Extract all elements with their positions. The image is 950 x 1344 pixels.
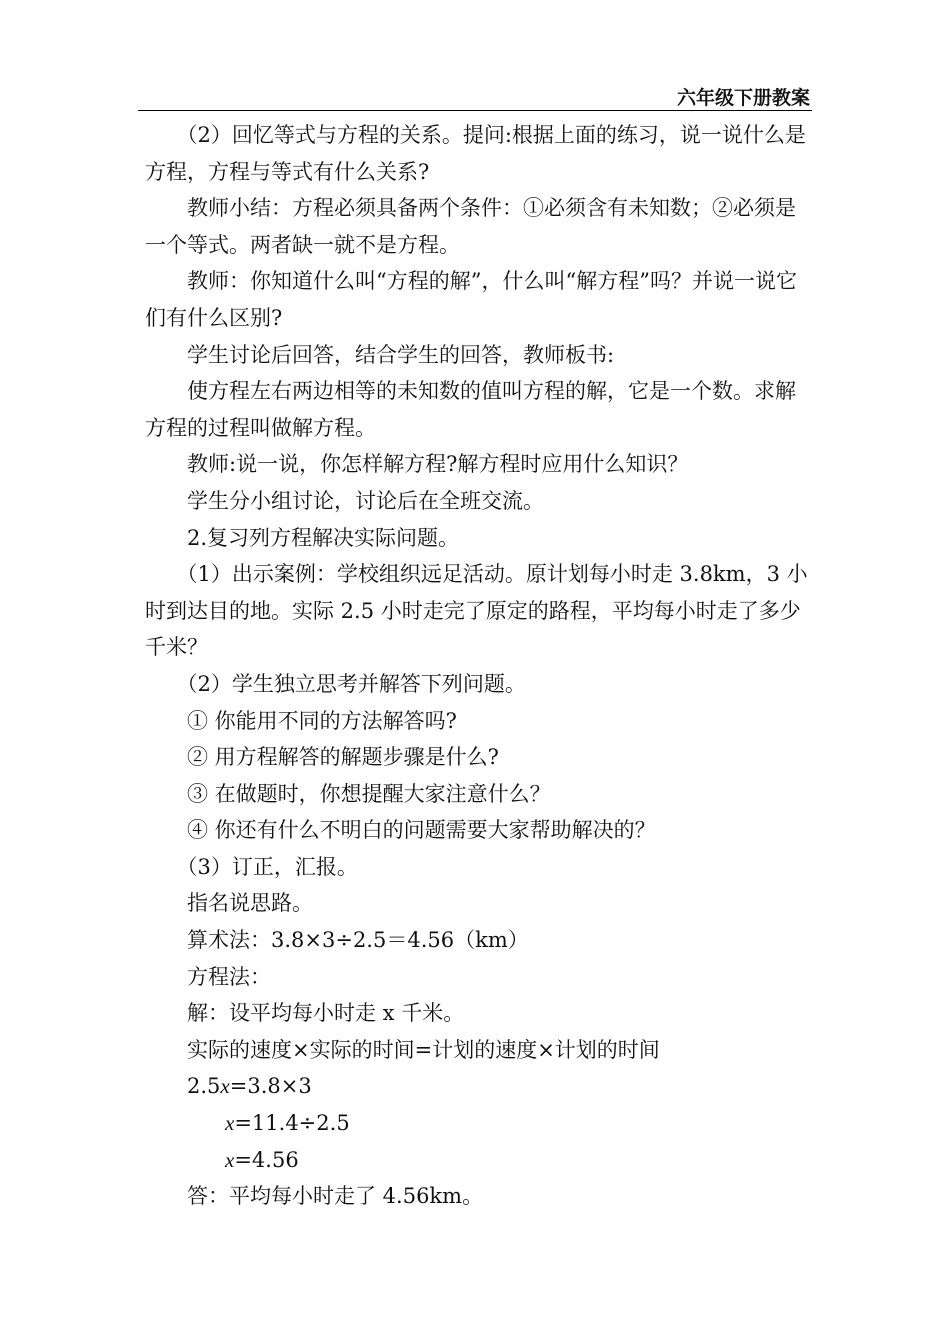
paragraph-how-to-solve: 教师:说一说，你怎样解方程?解方程时应用什么知识？ (187, 452, 689, 477)
lesson-content (145, 117, 810, 1215)
equation-variable: x (225, 1111, 235, 1136)
paragraph-explain-idea: 指名说思路。 (187, 891, 313, 916)
page-header-title: 六年级下册教案 (676, 87, 810, 109)
equation-method-label: 方程法： (187, 964, 271, 989)
equation-relation: 实际的速度×实际的时间=计划的速度×计划的时间 (187, 1037, 660, 1062)
header-divider (138, 110, 812, 111)
question-item-4: ④ 你还有什么不明白的问题需要大家帮助解决的？ (187, 818, 656, 843)
equation-coefficient: 2.5 (187, 1074, 221, 1099)
equation-step-3 (145, 1142, 810, 1179)
equation-step-2 (145, 1105, 810, 1142)
equation-rhs: =3.8×3 (229, 1074, 312, 1099)
equation-variable: x (225, 1147, 235, 1172)
equation-rhs: =11.4÷2.5 (234, 1111, 350, 1136)
paragraph-definition: 使方程左右两边相等的未知数的值叫方程的解，它是一个数。求解方程的过程叫做解方程。 (145, 379, 796, 440)
equation-variable: x (220, 1074, 230, 1099)
question-item-1: ① 你能用不同的方法解答吗? (187, 708, 457, 733)
paragraph-independent-thinking: （2）学生独立思考并解答下列问题。 (176, 671, 526, 696)
equation-setup: 解：设平均每小时走 x 千米。 (187, 1001, 465, 1026)
section-heading-review: 2.复习列方程解决实际问题。 (187, 525, 460, 550)
paragraph-teacher-summary: 教师小结：方程必须具备两个条件：①必须含有未知数；②必须是一个等式。两者缺一就不是方程。 (145, 196, 796, 257)
question-item-2: ② 用方程解答的解题步骤是什么? (187, 745, 499, 770)
paragraph-student-discussion: 学生讨论后回答，结合学生的回答，教师板书: (187, 342, 615, 367)
question-item-3: ③ 在做题时，你想提醒大家注意什么？ (187, 781, 551, 806)
paragraph-teacher-question: 教师：你知道什么叫“方程的解”，什么叫“解方程”吗？并说一说它们有什么区别? (145, 269, 797, 330)
equation-step-1 (145, 1068, 810, 1105)
arithmetic-method: 算术法：3.8×3÷2.5＝4.56（km） (187, 928, 529, 953)
paragraph-case-example: （1）出示案例：学校组织远足活动。原计划每小时走 3.8km，3 小时到达目的地。实际 2.5 小时走完了原定的路程，平均每小时走了多少千米？ (145, 562, 808, 660)
equation-rhs: =4.56 (234, 1147, 299, 1172)
paragraph-correction: （3）订正，汇报。 (176, 854, 358, 879)
final-answer: 答：平均每小时走了 4.56km。 (187, 1184, 484, 1209)
paragraph-equation-relation: （2）回忆等式与方程的关系。提问:根据上面的练习，说一说什么是方程，方程与等式有什么关系? (145, 123, 806, 184)
paragraph-group-discussion: 学生分小组讨论，讨论后在全班交流。 (187, 488, 544, 513)
